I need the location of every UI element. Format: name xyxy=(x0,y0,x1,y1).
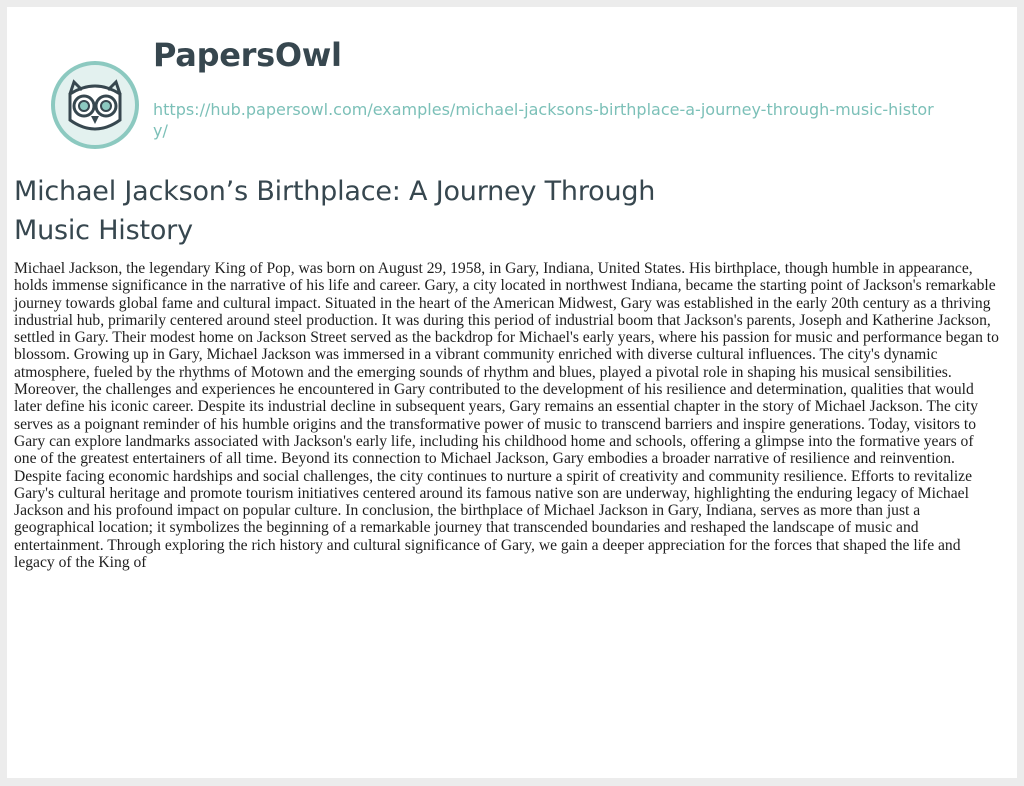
source-url-link[interactable]: https://hub.papersowl.com/examples/michael-jacksons-birthplace-a-journey-through-music-history/ xyxy=(153,100,934,140)
article-body: Michael Jackson, the legendary King of Pop, was born on August 29, 1958, in Gary, Indiana, United States. His birthplace, though humble in appearance, holds immense significance in the narrative of his life and career. Gary, a city located in northwest Indiana, became the starting point of Jackson's remarkable journey towards global fame and cultural impact. Situated in the heart of the American Midwest, Gary was established in the early 20th century as a thriving industrial hub, primarily centered around steel production. It was during this period of industrial boom that Jackson's parents, Joseph and Katherine Jackson, settled in Gary. Their modest home on Jackson Street served as the backdrop for Michael's early years, where his passion for music and performance began to blossom. Growing up in Gary, Michael Jackson was immersed in a vibrant community enriched with diverse cultural influences. The city's dynamic atmosphere, fueled by the rhythms of Motown and the emerging sounds of rhythm and blues, played a pivotal role in shaping his musical sensibilities. Moreover, the challenges and experiences he encountered in Gary contributed to the development of his resilience and determination, qualities that would later define his iconic career. Despite its industrial decline in subsequent years, Gary remains an essential chapter in the story of Michael Jackson. The city serves as a poignant reminder of his humble origins and the transformative power of music to transcend barriers and inspire generations. Today, visitors to Gary can explore landmarks associated with Jackson's early life, including his childhood home and schools, offering a glimpse into the formative years of one of the greatest entertainers of all time. Beyond its connection to Michael Jackson, Gary embodies a broader narrative of resilience and reinvention. Despite facing economic hardships and social challenges, the city continues to nurture a spirit of creativity and community resilience. Efforts to revitalize Gary's cultural heritage and promote tourism initiatives centered around its famous native son are underway, highlighting the enduring legacy of Michael Jackson and his profound impact on popular culture. In conclusion, the birthplace of Michael Jackson in Gary, Indiana, serves as more than just a geographical location; it symbolizes the beginning of a remarkable journey that transcended boundaries and reshaped the landscape of music and entertainment. Through exploring the rich history and cultural significance of Gary, we gain a deeper appreciation for the forces that shaped the life and legacy of the King of xyxy=(14,260,999,572)
brand-name: PapersOwl xyxy=(153,36,342,74)
document-page xyxy=(7,7,1017,778)
brand-header xyxy=(50,35,990,165)
owl-logo-icon xyxy=(50,60,140,150)
brand-text xyxy=(153,35,993,141)
article-title: Michael Jackson’s Birthplace: A Journey Through Music History xyxy=(14,176,656,246)
